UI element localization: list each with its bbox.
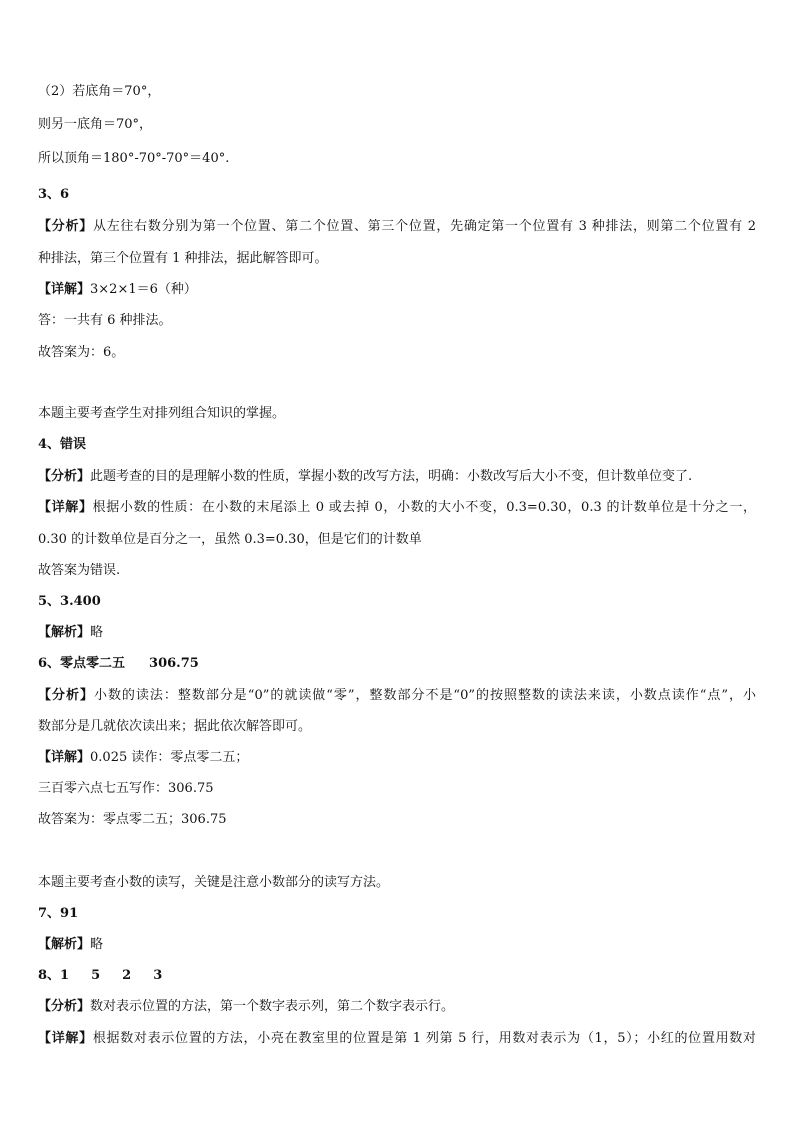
solution-line — [38, 625, 103, 641]
analysis-line — [38, 688, 756, 704]
text-line: 故答案为：6。 — [38, 345, 125, 360]
text-line: 三百零六点七五写作：306.75 — [38, 781, 214, 796]
analysis-line — [38, 999, 454, 1015]
text-line: 故答案为：零点零二五；306.75 — [38, 812, 227, 827]
analysis-text: 从左往右数分别为第一个位置、第二个位置、第三个位置，先确定第一个位置有 3 种排法，则第二个位置有 2 — [92, 219, 756, 234]
solution-tag: 【解析】 — [38, 625, 91, 640]
detail-text: 根据小数的性质：在小数的末尾添上 0 或去掉 0，小数的大小不变，0.3=0.30，0.3 的计数单位是十分之一， — [92, 500, 756, 515]
answer-part: 2 — [122, 968, 132, 983]
text-line: 所以顶角＝180°-70°-70°＝40°. — [38, 151, 230, 166]
detail-line — [38, 282, 197, 298]
text-line: 数部分是几就依次读出来；据此依次解答即可。 — [38, 719, 312, 734]
analysis-line — [38, 219, 756, 235]
detail-text: 0.025 读作：零点零二五； — [90, 750, 249, 765]
text-line: 0.30 的计数单位是百分之一，虽然 0.3=0.30，但是它们的计数单 — [38, 532, 422, 547]
detail-line — [38, 750, 248, 766]
answer-heading: 4、错误 — [38, 437, 87, 452]
detail-text: 根据数对表示位置的方法，小亮在教室里的位置是第 1 列第 5 行，用数对表示为（1，5）；小红的位置用数对 — [92, 1031, 756, 1046]
analysis-tag: 【分析】 — [38, 469, 91, 484]
answer-part: 3 — [153, 968, 163, 983]
answer-heading — [38, 656, 199, 672]
analysis-tag: 【分析】 — [38, 999, 91, 1014]
detail-line — [38, 500, 756, 516]
solution-line — [38, 937, 103, 953]
analysis-text: 数对表示位置的方法，第一个数字表示列，第二个数字表示行。 — [90, 999, 455, 1014]
text-line: 答：一共有 6 种排法。 — [38, 313, 172, 328]
text-line: 种排法，第三个位置有 1 种排法，据此解答即可。 — [38, 251, 328, 266]
detail-tag: 【详解】 — [38, 500, 93, 515]
text-line: 本题主要考查小数的读写，关键是注意小数部分的读写方法。 — [38, 875, 390, 890]
text-line: （2）若底角＝70°， — [38, 84, 161, 99]
answer-part: 8、1 — [38, 968, 70, 983]
detail-tag: 【详解】 — [38, 750, 91, 765]
analysis-tag: 【分析】 — [38, 219, 93, 234]
detail-tag: 【详解】 — [38, 1031, 93, 1046]
detail-tag: 【详解】 — [38, 282, 91, 297]
solution-tag: 【解析】 — [38, 937, 91, 952]
text-line: 则另一底角＝70°， — [38, 117, 153, 132]
solution-text: 略 — [90, 625, 104, 640]
answer-heading: 5、3.400 — [38, 594, 101, 609]
detail-line — [38, 1031, 756, 1047]
analysis-text: 此题考查的目的是理解小数的性质，掌握小数的改写方法，明确：小数改写后大小不变，但计数单位变了. — [90, 469, 693, 484]
analysis-line — [38, 469, 692, 485]
answer-heading: 3、6 — [38, 187, 70, 202]
answer-heading — [38, 968, 162, 984]
analysis-tag: 【分析】 — [38, 688, 94, 703]
detail-text: 3×2×1＝6（种） — [90, 282, 197, 297]
text-line: 本题主要考查学生对排列组合知识的掌握。 — [38, 406, 286, 421]
solution-text: 略 — [90, 937, 104, 952]
answer-heading: 7、91 — [38, 906, 79, 921]
analysis-text: 小数的读法：整数部分是“0”的就读做“零”，整数部分不是“0”的按照整数的读法来读，小数点读作“点”，小 — [93, 688, 756, 703]
text-line: 故答案为错误. — [38, 563, 121, 578]
answer-part: 306.75 — [149, 656, 199, 671]
answer-part: 6、零点零二五 — [38, 656, 126, 671]
answer-part: 5 — [91, 968, 101, 983]
